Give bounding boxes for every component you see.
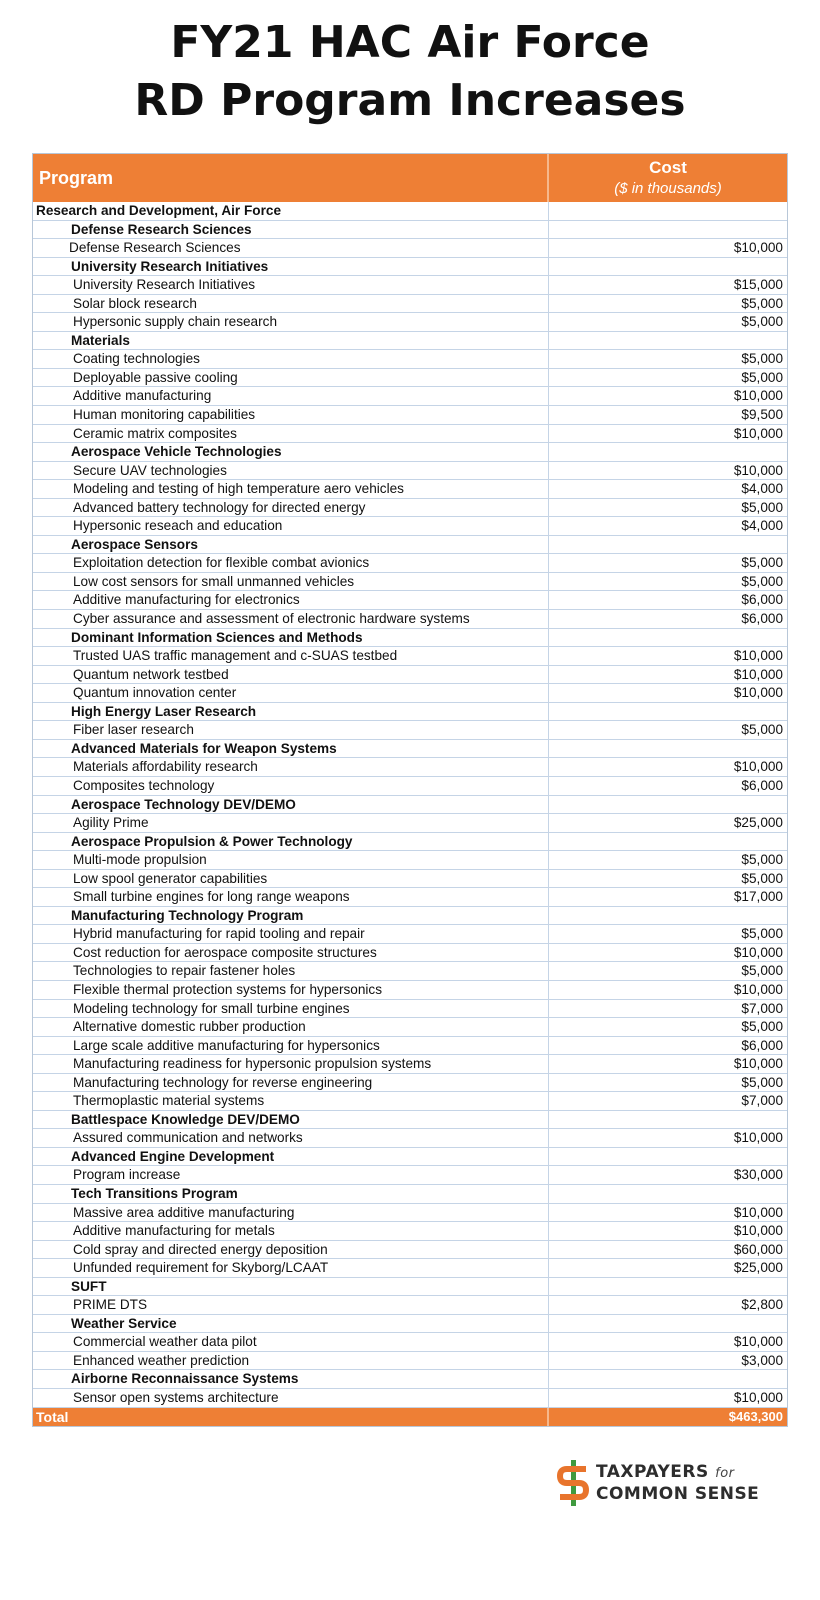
row-cost-value: $25,000: [733, 1260, 783, 1276]
row-program-label: Cold spray and directed energy deposition: [33, 1241, 549, 1259]
row-cost-value: [549, 1278, 787, 1296]
row-cost-value: $10,000: [733, 685, 783, 701]
row-program-label: Alternative domestic rubber production: [33, 1018, 549, 1036]
table-row: [33, 332, 787, 351]
row-program-label: Ceramic matrix composites: [33, 425, 549, 443]
table-row: [33, 833, 787, 852]
row-program-label: Massive area additive manufacturing: [33, 1204, 549, 1222]
table-row: [33, 462, 787, 481]
row-program-label: Tech Transitions Program: [33, 1185, 549, 1203]
row-program-label: Weather Service: [33, 1315, 549, 1333]
row-cost-value: [549, 703, 787, 721]
row-cost-value: $10,000: [733, 1130, 783, 1146]
row-cost-value: $10,000: [733, 1334, 783, 1350]
row-cost-value: [549, 1315, 787, 1333]
table-row: [33, 1315, 787, 1334]
row-program-label: Large scale additive manufacturing for hypersonics: [33, 1037, 549, 1055]
row-program-label: Low spool generator capabilities: [33, 870, 549, 888]
row-program-label: Small turbine engines for long range weapons: [33, 888, 549, 906]
row-program-label: Enhanced weather prediction: [33, 1352, 549, 1370]
row-program-label: Aerospace Vehicle Technologies: [33, 443, 549, 461]
row-program-label: PRIME DTS: [33, 1296, 549, 1314]
row-program-label: Hypersonic supply chain research: [33, 313, 549, 331]
row-program-label: Quantum network testbed: [33, 666, 549, 684]
table-row: [33, 480, 787, 499]
table-row: [33, 276, 787, 295]
row-cost-value: [549, 796, 787, 814]
row-cost-value: $6,000: [741, 777, 783, 793]
row-program-label: Thermoplastic material systems: [33, 1092, 549, 1110]
logo-line-2: COMMON SENSE: [596, 1484, 760, 1504]
row-program-label: Additive manufacturing for electronics: [33, 591, 549, 609]
table-row: [33, 758, 787, 777]
row-cost-value: $5,000: [741, 1074, 783, 1090]
table-row: [33, 907, 787, 926]
page-title: [0, 14, 820, 130]
row-program-label: University Research Initiatives: [33, 276, 549, 294]
table-row: [33, 629, 787, 648]
table-row: [33, 239, 787, 258]
table-row: [33, 313, 787, 332]
row-program-label: Sensor open systems architecture: [33, 1389, 549, 1407]
table-row: [33, 610, 787, 629]
row-program-label: Secure UAV technologies: [33, 462, 549, 480]
row-program-label: Materials: [33, 332, 549, 350]
row-program-label: Agility Prime: [33, 814, 549, 832]
table-row: [33, 684, 787, 703]
row-cost-value: $9,500: [741, 407, 783, 423]
row-cost-value: $10,000: [733, 388, 783, 404]
table-row: [33, 425, 787, 444]
row-cost-value: $10,000: [733, 1390, 783, 1405]
row-program-label: Program increase: [33, 1166, 549, 1184]
table-row: [33, 1389, 787, 1408]
row-program-label: Defense Research Sciences: [33, 221, 549, 239]
table-row: [33, 1166, 787, 1185]
row-program-label: Additive manufacturing for metals: [33, 1222, 549, 1240]
table-row: [33, 369, 787, 388]
row-cost-value: $10,000: [733, 648, 783, 664]
row-cost-value: $6,000: [741, 1037, 783, 1053]
row-cost-value: $7,000: [741, 1093, 783, 1109]
table-row: [33, 1092, 787, 1111]
dollar-sign-logo-icon: [556, 1460, 590, 1506]
row-program-label: Advanced Materials for Weapon Systems: [33, 740, 549, 758]
table-row: [33, 1222, 787, 1241]
row-program-label: Battlespace Knowledge DEV/DEMO: [33, 1111, 549, 1129]
table-row: [33, 443, 787, 462]
table-row: [33, 1148, 787, 1167]
table-row: [33, 1241, 787, 1260]
table-row: [33, 851, 787, 870]
row-cost-value: $10,000: [733, 425, 783, 441]
title-line-2: RD Program Increases: [134, 75, 686, 126]
table-row: [33, 777, 787, 796]
row-cost-value: $10,000: [733, 981, 783, 997]
row-cost-value: $5,000: [741, 963, 783, 979]
table-row: [33, 870, 787, 889]
table-row: [33, 666, 787, 685]
table-row: [33, 925, 787, 944]
table-row: [33, 981, 787, 1000]
row-cost-value: $6,000: [741, 592, 783, 608]
total-row: [33, 1408, 787, 1426]
row-cost-value: $5,000: [741, 369, 783, 385]
table-row: [33, 1018, 787, 1037]
row-program-label: Composites technology: [33, 777, 549, 795]
row-program-label: Human monitoring capabilities: [33, 406, 549, 424]
logo-line-1-suffix: for: [715, 1466, 735, 1481]
row-program-label: Additive manufacturing: [33, 387, 549, 405]
row-cost-value: $25,000: [733, 815, 783, 831]
row-cost-value: $60,000: [733, 1241, 783, 1257]
row-program-label: Modeling and testing of high temperature aero vehicles: [33, 480, 549, 498]
row-program-label: Aerospace Technology DEV/DEMO: [33, 796, 549, 814]
row-program-label: Aerospace Propulsion & Power Technology: [33, 833, 549, 851]
row-program-label: Manufacturing technology for reverse engineering: [33, 1074, 549, 1092]
row-cost-value: $5,000: [741, 870, 783, 886]
taxpayers-logo: [556, 1460, 759, 1506]
table-row: [33, 796, 787, 815]
row-program-label: Cyber assurance and assessment of electronic hardware systems: [33, 610, 549, 628]
table-row: [33, 499, 787, 518]
table-row: [33, 258, 787, 277]
row-cost-value: $30,000: [733, 1167, 783, 1183]
row-cost-value: $2,800: [741, 1297, 783, 1313]
table-row: [33, 740, 787, 759]
row-cost-value: $10,000: [733, 462, 783, 478]
logo-wordmark: [596, 1462, 759, 1504]
table-row: [33, 647, 787, 666]
table-row: [33, 1129, 787, 1148]
total-label: Total: [33, 1408, 549, 1426]
row-program-label: University Research Initiatives: [33, 258, 549, 276]
table-row: [33, 1352, 787, 1371]
row-cost-value: [549, 1185, 787, 1203]
row-cost-value: $5,000: [741, 314, 783, 330]
row-program-label: Materials affordability research: [33, 758, 549, 776]
table-row: [33, 350, 787, 369]
table-row: [33, 962, 787, 981]
table-row: [33, 1111, 787, 1130]
row-cost-value: $6,000: [741, 611, 783, 627]
row-program-label: Advanced battery technology for directed energy: [33, 499, 549, 517]
table-row: [33, 1370, 787, 1389]
table-row: [33, 1278, 787, 1297]
table-row: [33, 295, 787, 314]
row-program-label: Trusted UAS traffic management and c-SUAS testbed: [33, 647, 549, 665]
row-program-label: SUFT: [33, 1278, 549, 1296]
table-body: [33, 202, 787, 1408]
logo-line-1: TAXPAYERS: [596, 1462, 709, 1482]
row-cost-value: $5,000: [741, 499, 783, 515]
row-cost-value: $5,000: [741, 926, 783, 942]
table-row: [33, 406, 787, 425]
row-cost-value: $7,000: [741, 1000, 783, 1016]
row-cost-value: $17,000: [733, 889, 783, 905]
row-cost-value: $3,000: [741, 1352, 783, 1368]
row-cost-value: [549, 907, 787, 925]
row-program-label: Assured communication and networks: [33, 1129, 549, 1147]
row-program-label: Multi-mode propulsion: [33, 851, 549, 869]
row-program-label: Airborne Reconnaissance Systems: [33, 1370, 549, 1388]
row-cost-value: [549, 332, 787, 350]
header-cost-label: Cost: [649, 158, 687, 177]
row-cost-value: $15,000: [733, 277, 783, 293]
row-cost-value: $10,000: [733, 944, 783, 960]
row-cost-value: [549, 629, 787, 647]
row-cost-value: [549, 443, 787, 461]
row-cost-value: $4,000: [741, 518, 783, 534]
table-row: [33, 1037, 787, 1056]
row-program-label: Cost reduction for aerospace composite structures: [33, 944, 549, 962]
row-program-label: Hybrid manufacturing for rapid tooling and repair: [33, 925, 549, 943]
table-row: [33, 1055, 787, 1074]
table-row: [33, 1000, 787, 1019]
row-cost-value: $10,000: [733, 240, 783, 256]
header-cost: [549, 154, 787, 202]
row-program-label: Fiber laser research: [33, 721, 549, 739]
row-cost-value: [549, 1370, 787, 1388]
row-cost-value: [549, 536, 787, 554]
table-row: [33, 888, 787, 907]
row-program-label: Advanced Engine Development: [33, 1148, 549, 1166]
row-program-label: Defense Research Sciences: [33, 239, 549, 257]
header-program: Program: [33, 154, 549, 202]
table-row: [33, 554, 787, 573]
row-program-label: Low cost sensors for small unmanned vehicles: [33, 573, 549, 591]
row-cost-value: $10,000: [733, 1056, 783, 1072]
row-cost-value: [549, 202, 787, 220]
table-row: [33, 387, 787, 406]
row-cost-value: [549, 833, 787, 851]
row-cost-value: $5,000: [741, 852, 783, 868]
table-row: [33, 202, 787, 221]
row-cost-value: $5,000: [741, 1019, 783, 1035]
row-program-label: Exploitation detection for flexible combat avionics: [33, 554, 549, 572]
row-program-label: Manufacturing Technology Program: [33, 907, 549, 925]
row-cost-value: [549, 221, 787, 239]
row-program-label: Deployable passive cooling: [33, 369, 549, 387]
row-program-label: Aerospace Sensors: [33, 536, 549, 554]
table-row: [33, 703, 787, 722]
table-row: [33, 1185, 787, 1204]
row-program-label: Coating technologies: [33, 350, 549, 368]
table-header: [33, 154, 787, 202]
table-row: [33, 573, 787, 592]
row-cost-value: $10,000: [733, 1204, 783, 1220]
table-row: [33, 1296, 787, 1315]
row-program-label: Hypersonic reseach and education: [33, 517, 549, 535]
row-program-label: Research and Development, Air Force: [33, 202, 549, 220]
total-cost: $463,300: [728, 1408, 783, 1424]
row-cost-value: $5,000: [741, 351, 783, 367]
row-cost-value: [549, 1148, 787, 1166]
row-program-label: Dominant Information Sciences and Methods: [33, 629, 549, 647]
header-cost-unit: ($ in thousands): [614, 180, 722, 197]
row-cost-value: $10,000: [733, 666, 783, 682]
row-cost-value: $10,000: [733, 1223, 783, 1239]
table-row: [33, 721, 787, 740]
row-cost-value: $5,000: [741, 722, 783, 738]
table-row: [33, 1074, 787, 1093]
row-program-label: Quantum innovation center: [33, 684, 549, 702]
table-row: [33, 591, 787, 610]
row-program-label: Unfunded requirement for Skyborg/LCAAT: [33, 1259, 549, 1277]
title-line-1: FY21 HAC Air Force: [170, 17, 650, 68]
row-cost-value: $5,000: [741, 573, 783, 589]
table-row: [33, 1204, 787, 1223]
row-cost-value: $5,000: [741, 555, 783, 571]
row-cost-value: [549, 740, 787, 758]
row-program-label: Commercial weather data pilot: [33, 1333, 549, 1351]
table-row: [33, 1259, 787, 1278]
program-table: [32, 153, 788, 1427]
table-row: [33, 1333, 787, 1352]
row-program-label: Solar block research: [33, 295, 549, 313]
row-program-label: Modeling technology for small turbine engines: [33, 1000, 549, 1018]
row-cost-value: $10,000: [733, 759, 783, 775]
table-row: [33, 221, 787, 240]
row-cost-value: [549, 258, 787, 276]
row-cost-value: $4,000: [741, 481, 783, 497]
table-row: [33, 814, 787, 833]
row-program-label: Technologies to repair fastener holes: [33, 962, 549, 980]
table-row: [33, 944, 787, 963]
table-row: [33, 517, 787, 536]
row-cost-value: $5,000: [741, 295, 783, 311]
row-cost-value: [549, 1111, 787, 1129]
row-program-label: Manufacturing readiness for hypersonic propulsion systems: [33, 1055, 549, 1073]
table-row: [33, 536, 787, 555]
row-program-label: Flexible thermal protection systems for hypersonics: [33, 981, 549, 999]
row-program-label: High Energy Laser Research: [33, 703, 549, 721]
